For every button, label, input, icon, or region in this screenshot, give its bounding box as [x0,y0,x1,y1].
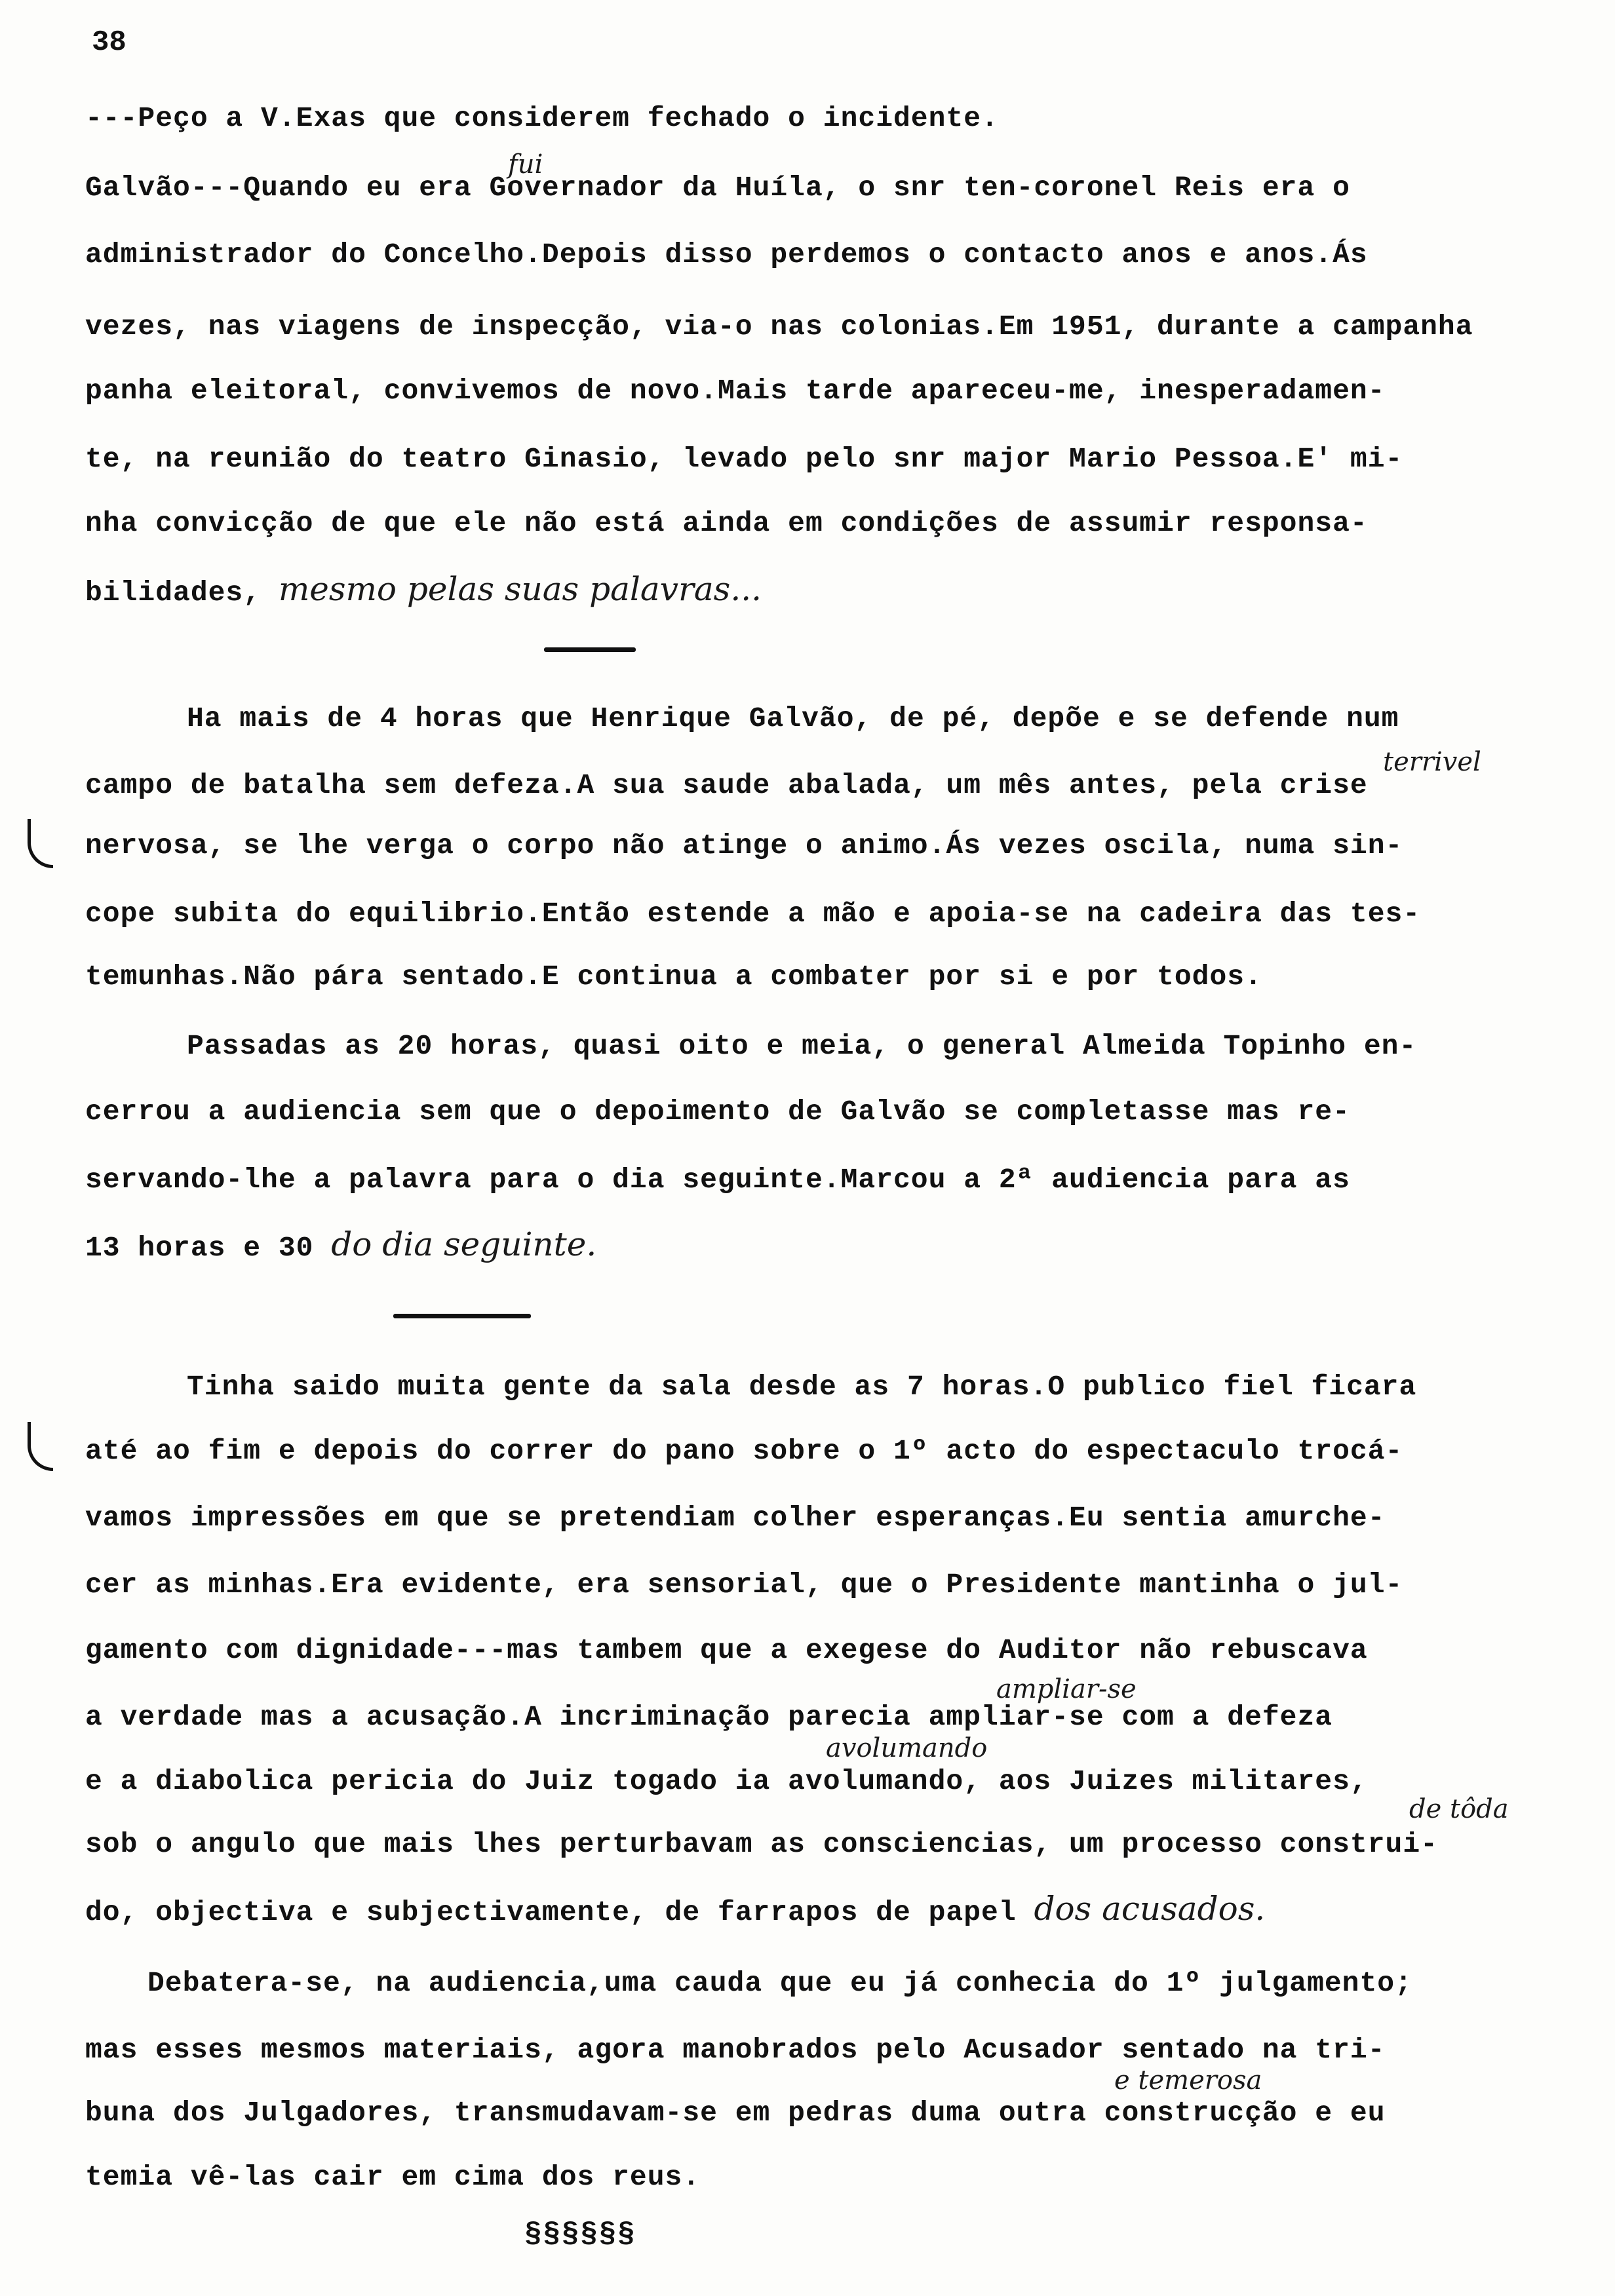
text-line [85,1890,1560,1932]
handwritten-annotation: mesmo pelas suas palavras... [278,570,762,608]
text-line [85,570,1560,612]
text-line: servando-lhe a palavra para o dia seguinte.Marcou a 2ª audiencia para as [85,1164,1350,1196]
text-line: nervosa, se lhe verga o corpo não atinge o animo.Ás vezes oscila, numa sin- [85,830,1403,862]
handwritten-insert: ampliar-se [996,1674,1137,1704]
text-line: Galvão---Quando eu era Governador da Huíla, o snr ten-coronel Reis era o [85,172,1350,204]
handwritten-annotation: do dia seguinte. [331,1225,597,1263]
text-line: vezes, nas viagens de inspecção, via-o nas colonias.Em 1951, durante a campanha [85,311,1473,343]
section-separator [544,647,636,652]
text-line: mas esses mesmos materiais, agora manobrados pelo Acusador sentado na tri- [85,2034,1386,2066]
text-line: Tinha saido muita gente da sala desde as 7 horas.O publico fiel ficara [187,1371,1417,1403]
text-line: administrador do Concelho.Depois disso perdemos o contacto anos e anos.Ás [85,239,1368,271]
handwritten-insert: de tôda [1409,1794,1509,1824]
text-line: Passadas as 20 horas, quasi oito e meia, o general Almeida Topinho en- [187,1030,1417,1062]
handwritten-annotation: dos acusados. [1034,1890,1266,1928]
text-line: sob o angulo que mais lhes perturbavam as consciencias, um processo construi- [85,1828,1438,1860]
text-line: cope subita do equilibrio.Então estende a mão e apoia-se na cadeira das tes- [85,898,1421,930]
text-fragment: bilidades, [85,577,262,609]
page-number: 38 [92,26,126,59]
text-line: até ao fim e depois do correr do pano sobre o 1º acto do espectaculo trocá- [85,1435,1403,1467]
text-line [85,1225,1560,1267]
text-fragment: 13 horas e 30 [85,1232,314,1264]
text-line: cerrou a audiencia sem que o depoimento de Galvão se completasse mas re- [85,1096,1350,1128]
text-line: Debatera-se, na audiencia,uma cauda que eu já conhecia do 1º julgamento; [147,1967,1412,1999]
text-line: gamento com dignidade---mas tambem que a exegese do Auditor não rebuscava [85,1634,1368,1666]
text-line: panha eleitoral, convivemos de novo.Mais tarde apareceu-me, inesperadamen- [85,375,1386,407]
text-line: Ha mais de 4 horas que Henrique Galvão, de pé, depõe e se defende num [187,702,1399,735]
handwritten-insert: e temerosa [1114,2065,1262,2095]
text-line: vamos impressões em que se pretendiam colher esperanças.Eu sentia amurche- [85,1502,1386,1534]
text-line: temia vê-las cair em cima dos reus. [85,2161,701,2193]
text-line: ---Peço a V.Exas que considerem fechado o incidente. [85,102,999,134]
text-line: temunhas.Não pára sentado.E continua a combater por si e por todos. [85,961,1262,993]
text-line: campo de batalha sem defeza.A sua saude abalada, um mês antes, pela crise [85,769,1368,801]
text-fragment: do, objectiva e subjectivamente, de farrapos de papel [85,1896,1017,1928]
footer-mark: §§§§§§ [524,2219,636,2251]
text-line: buna dos Julgadores, transmudavam-se em pedras duma outra construcção e eu [85,2097,1386,2129]
margin-mark [28,819,53,868]
handwritten-insert: avolumando [826,1733,988,1763]
text-line: cer as minhas.Era evidente, era sensorial, que o Presidente mantinha o jul- [85,1569,1403,1601]
handwritten-insert: terrivel [1383,747,1481,777]
text-line: a verdade mas a acusação.A incriminação parecia ampliar-se com a defeza [85,1701,1333,1733]
margin-mark [28,1422,53,1471]
text-line: nha convicção de que ele não está ainda em condições de assumir responsa- [85,507,1368,539]
section-separator [393,1314,531,1318]
text-line: te, na reunião do teatro Ginasio, levado pelo snr major Mario Pessoa.E' mi- [85,443,1403,475]
handwritten-insert: fui [508,149,543,180]
text-line: e a diabolica pericia do Juiz togado ia avolumando, aos Juizes militares, [85,1765,1368,1797]
